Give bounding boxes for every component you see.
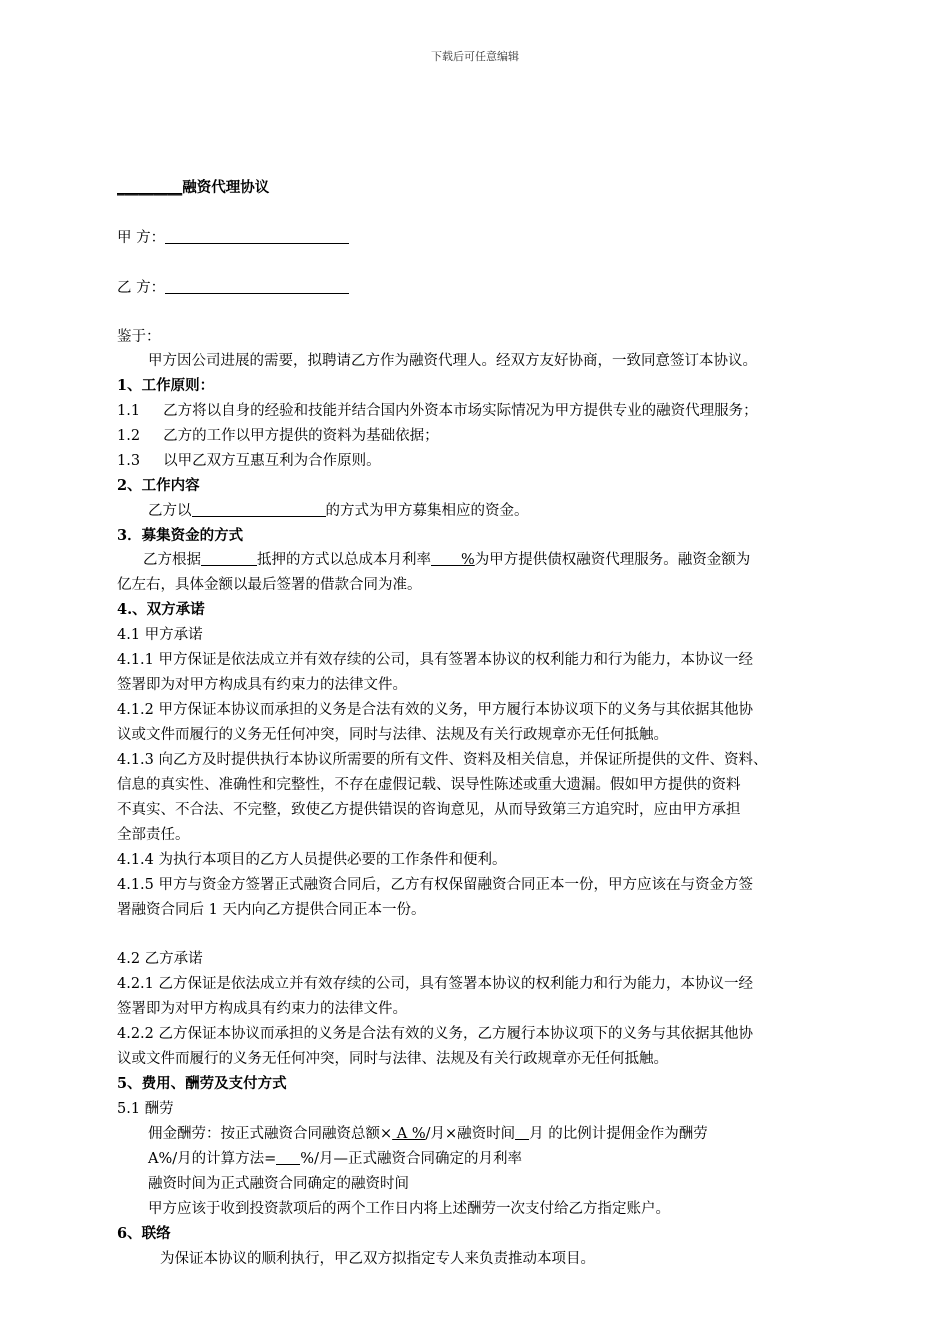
party-a-line [117, 226, 857, 250]
whereas-label: 鉴于： [117, 329, 161, 345]
section-2-text [148, 499, 888, 523]
duration-line: 融资时间为正式融资合同确定的融资时间 [148, 1176, 409, 1192]
party-b-line [117, 276, 857, 300]
method-blank [192, 502, 326, 517]
fee-rate-a: A % [392, 1126, 426, 1142]
page-header-note: 下载后可任意编辑 [431, 50, 519, 63]
section-2-title: 2、工作内容 [117, 477, 200, 494]
clause-4-1-3-a: 4.1.3 向乙方及时提供执行本协议所需要的所有文件、资料及相关信息，并保证所提供的文件、资料、 [117, 752, 768, 768]
calc-blank [276, 1150, 300, 1165]
s2-pre: 乙方以 [148, 503, 192, 519]
s3-a: 乙方根据 [143, 552, 201, 568]
s3-c: 为甲方提供债权融资代理服务。融资金额为 [474, 552, 751, 568]
clause-4-2: 4.2 乙方承诺 [117, 951, 203, 967]
section-6-title: 6、联络 [117, 1225, 171, 1242]
fee-a: 佣金酬劳：按正式融资合同融资总额× [148, 1126, 393, 1142]
s3-b: 抵押的方式以总成本月利率 [257, 552, 431, 568]
intro-paragraph: 甲方因公司进展的需要，拟聘请乙方作为融资代理人。经双方友好协商，一致同意签订本协议。 [148, 353, 757, 369]
calc-line [148, 1147, 888, 1171]
party-a-blank [165, 229, 349, 244]
clause-4-1-5-b: 署融资合同后 1 天内向乙方提供合同正本一份。 [117, 902, 426, 918]
clause-4-2-1-b: 签署即为对甲方构成具有约束力的法律文件。 [117, 1001, 407, 1017]
clause-4-1-2-a: 4.1.2 甲方保证本协议而承担的义务是合法有效的义务，甲方履行本协议项下的义务与其依据其他协 [117, 702, 753, 718]
section-6-text: 为保证本协议的顺利执行，甲乙双方拟指定专人来负责推动本项目。 [160, 1251, 595, 1267]
clause-4-1-2-b: 议或文件而履行的义务无任何冲突，同时与法律、法规及有关行政规章亦无任何抵触。 [117, 727, 668, 743]
clause-4-1-4: 4.1.4 为执行本项目的乙方人员提供必要的工作条件和便利。 [117, 852, 507, 868]
s2-post: 的方式为甲方募集相应的资金。 [325, 503, 529, 519]
fee-b: /月×融资时间 [425, 1126, 516, 1142]
party-b-label: 乙 方： [117, 280, 166, 296]
clause-4-1-3-b: 信息的真实性、准确性和完整性，不存在虚假记载、误导性陈述或重大遗漏。假如甲方提供的资料 [117, 777, 741, 793]
clause-1-2: 1.2 乙方的工作以甲方提供的资料为基础依据； [117, 428, 439, 444]
section-5-title: 5、费用、酬劳及支付方式 [117, 1075, 287, 1092]
payment-line: 甲方应该于收到投资款项后的两个工作日内将上述酬劳一次支付给乙方指定账户。 [148, 1201, 670, 1217]
title-text: 融资代理协议 [182, 179, 270, 196]
document-title [117, 176, 857, 200]
clause-4-2-2-b: 议或文件而履行的义务无任何冲突，同时与法律、法规及有关行政规章亦无任何抵触。 [117, 1051, 668, 1067]
section-3-title: 3．募集资金的方式 [117, 527, 244, 544]
clause-4-1-1-a: 4.1.1 甲方保证是依法成立并有效存续的公司，具有签署本协议的权利能力和行为能力，本协议一经 [117, 652, 753, 668]
duration-blank [515, 1125, 529, 1140]
party-a-label: 甲 方： [117, 230, 166, 246]
title-blank: _________ [117, 179, 183, 196]
clause-4-2-1-a: 4.2.1 乙方保证是依法成立并有效存续的公司，具有签署本协议的权利能力和行为能力，本协议一经 [117, 976, 753, 992]
fee-c: 月 的比例计提佣金作为酬劳 [529, 1126, 708, 1142]
section-3-line1 [143, 548, 883, 572]
clause-4-1-1-b: 签署即为对甲方构成具有约束力的法律文件。 [117, 677, 407, 693]
section-4-title: 4.、双方承诺 [117, 601, 205, 618]
clause-4-1: 4.1 甲方承诺 [117, 627, 203, 643]
section-1-title: 1、工作原则： [117, 377, 215, 394]
clause-1-3: 1.3 以甲乙双方互惠互利为合作原则。 [117, 453, 381, 469]
clause-1-1: 1.1 乙方将以自身的经验和技能并结合国内外资本市场实际情况为甲方提供专业的融资代理服务； [117, 403, 758, 419]
calc-a: A%/月的计算方法= [148, 1151, 277, 1167]
fee-line [148, 1122, 888, 1146]
clause-4-1-3-c: 不真实、不合法、不完整，致使乙方提供错误的咨询意见，从而导致第三方追究时，应由甲方承担 [117, 802, 741, 818]
clause-4-1-5-a: 4.1.5 甲方与资金方签署正式融资合同后，乙方有权保留融资合同正本一份，甲方应该在与资金方签 [117, 877, 753, 893]
calc-b: %/月—正式融资合同确定的月利率 [300, 1151, 522, 1167]
clause-4-2-2-a: 4.2.2 乙方保证本协议而承担的义务是合法有效的义务，乙方履行本协议项下的义务与其依据其他协 [117, 1026, 753, 1042]
clause-4-1-3-d: 全部责任。 [117, 827, 190, 843]
section-3-line2: 亿左右，具体金额以最后签署的借款合同为准。 [117, 577, 422, 593]
rate-percent: % [461, 552, 475, 568]
rate-blank [431, 551, 461, 566]
clause-5-1: 5.1 酬劳 [117, 1101, 174, 1117]
party-b-blank [165, 279, 349, 294]
collateral-blank [201, 551, 257, 566]
